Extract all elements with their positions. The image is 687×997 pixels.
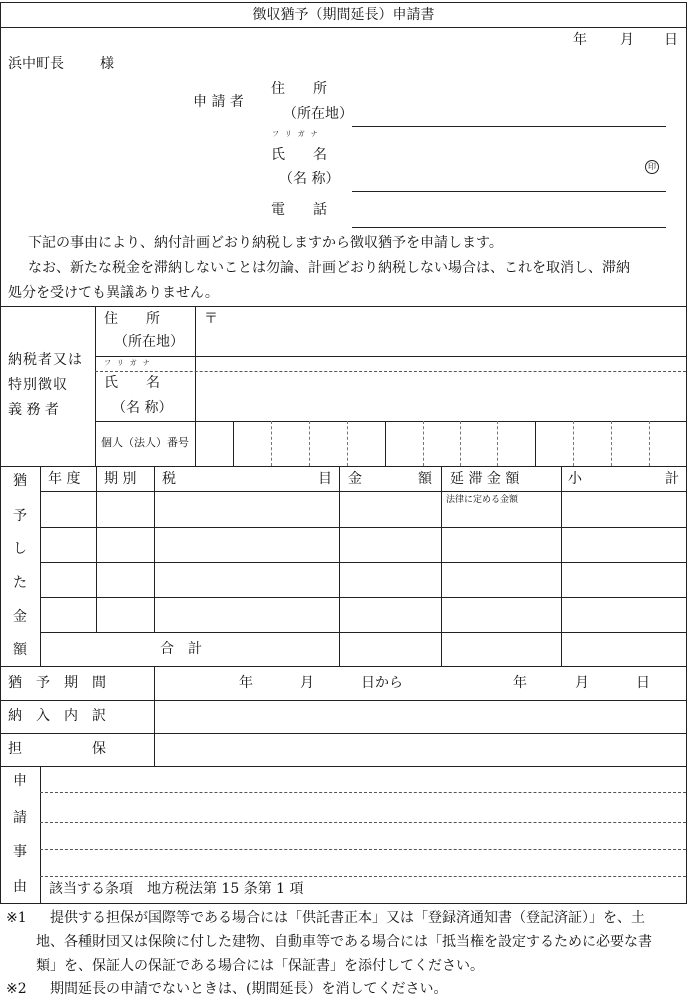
col-late-note: 法律に定める金額 [446, 495, 519, 505]
date-month-label: 月 [620, 32, 634, 48]
taxpayer-name-bottom [95, 421, 686, 422]
grace-col-divider [561, 466, 562, 666]
security-divider [0, 766, 686, 767]
grace-col-divider [441, 466, 442, 666]
security-label: 担 保 [8, 741, 106, 757]
id-box-divider [611, 421, 612, 466]
taxpayer-label-3: 義 務 者 [8, 402, 59, 418]
reason-line[interactable] [40, 792, 686, 793]
applicant-phone-line[interactable] [352, 227, 666, 228]
id-box-divider [497, 421, 498, 466]
reason-line[interactable] [40, 876, 686, 877]
col-subtotal-header: 小 [568, 471, 582, 487]
reason-side-label: 請 [13, 810, 27, 826]
statement-line1: 下記の事由により、納付計画どおり納税しますから徴収猶予を申請します。 [28, 235, 503, 251]
reason-side-label: 由 [13, 879, 27, 895]
taxpayer-address-label: 住 所 [104, 311, 160, 327]
id-box-divider [460, 421, 461, 466]
period-day2: 日 [636, 675, 650, 691]
period-year2: 年 [513, 675, 527, 691]
id-box-divider [347, 421, 348, 466]
applicant-address-sub: （所在地） [283, 106, 353, 122]
date-day-label: 日 [664, 32, 678, 48]
col-late-header: 延 滞 金 額 [450, 471, 520, 487]
id-box-divider [573, 421, 574, 466]
grace-row-line [40, 632, 686, 633]
header-divider [0, 306, 686, 307]
period-month2: 月 [575, 675, 589, 691]
total-label: 合 計 [160, 641, 202, 657]
note-1-line3: 類」を、保証人の保証である場合には「保証書」を添付してください。 [36, 958, 484, 974]
col-year-header: 年 度 [48, 471, 81, 487]
taxpayer-name-sub: （名 称） [112, 400, 173, 416]
taxpayer-label-divider [95, 306, 96, 466]
border-bottom [0, 903, 686, 904]
seal-icon: 印 [645, 160, 659, 174]
grace-side-label: た [13, 575, 27, 591]
col-tax-header: 税 [162, 471, 176, 487]
grace-row-line [40, 562, 686, 563]
taxpayer-address-sub: （所在地） [114, 334, 184, 350]
note-2-mark: ※2 [6, 981, 27, 997]
id-box-divider [649, 421, 650, 466]
id-box-divider [233, 421, 234, 466]
reason-side-label: 事 [13, 844, 27, 860]
id-box-divider [271, 421, 272, 466]
taxpayer-label-2: 特別徴収 [8, 377, 68, 393]
id-box-divider [385, 421, 386, 466]
applicant-furigana: フリガナ [272, 130, 324, 138]
taxpayer-furigana-line [95, 371, 686, 372]
statement-line3: 処分を受けても異議ありません。 [8, 285, 219, 301]
taxpayer-divider [0, 466, 686, 467]
col-tax-header-2: 目 [318, 471, 332, 487]
applicant-phone-label: 電 話 [271, 202, 327, 218]
period-label: 猶 予 期 間 [8, 675, 106, 691]
taxpayer-label-1: 納税者又は [8, 352, 83, 368]
note-1-mark: ※1 [6, 910, 27, 926]
grace-col-divider [40, 466, 41, 666]
applicant-name-sub: （名 称） [279, 171, 340, 187]
col-subtotal-header-2: 計 [665, 471, 679, 487]
grace-side-label: 額 [13, 642, 27, 658]
border-left [0, 2, 1, 904]
taxpayer-name-label: 氏 名 [104, 375, 160, 391]
id-number-label: 個人（法人）番号 [101, 436, 189, 449]
applicant-name-line[interactable] [352, 191, 666, 192]
grace-col-divider [339, 466, 340, 666]
grace-side-label: 金 [13, 609, 27, 625]
postal-mark[interactable]: 〒 [204, 311, 218, 327]
applicable-clause: 該当する条項 地方税法第 15 条第 1 項 [49, 881, 304, 897]
border-top [0, 2, 686, 3]
taxpayer-address-bottom [95, 356, 686, 357]
date-year-label: 年 [573, 32, 587, 48]
period-year1: 年 [239, 675, 253, 691]
addressee: 浜中町長 [8, 56, 64, 72]
col-amount-header-2: 額 [418, 471, 432, 487]
id-box-divider [423, 421, 424, 466]
taxpayer-field-divider [195, 306, 196, 466]
reason-line[interactable] [40, 849, 686, 850]
title-divider [0, 27, 686, 28]
form-title: 徴収猶予（期間延長）申請書 [252, 7, 435, 23]
grace-side-label: 猶 [13, 473, 27, 489]
applicant-label: 申 請 者 [193, 94, 244, 110]
grace-divider [0, 666, 686, 667]
applicant-address-line[interactable] [352, 126, 666, 127]
col-period-header: 期 別 [104, 471, 137, 487]
note-1-line1: 提供する担保が国際等である場合には「供託書正本」又は「登録済通知書（登記済証）」を、土 [50, 910, 645, 926]
reason-side-label: 申 [13, 773, 27, 789]
applicant-address-label: 住 所 [271, 81, 327, 97]
grace-header-line [40, 491, 686, 492]
grace-row-line [40, 597, 686, 598]
payment-label: 納 入 内 訳 [8, 708, 106, 724]
note-2-line1: 期間延長の申請でないときは、(期間延長）を消してください。 [50, 981, 448, 997]
grace-row-line [40, 527, 686, 528]
taxpayer-furigana: フリガナ [104, 359, 156, 367]
period-month1: 月 [300, 675, 314, 691]
grace-side-label: 予 [13, 508, 27, 524]
period-from: 日から [361, 675, 403, 691]
id-box-divider [309, 421, 310, 466]
grace-side-label: し [13, 541, 27, 557]
reason-line[interactable] [40, 822, 686, 823]
id-box-divider [535, 421, 536, 466]
statement-line2: なお、新たな税金を滞納しないことは勿論、計画どおり納税しない場合は、これを取消し、滞納 [28, 260, 630, 276]
applicant-name-label: 氏 名 [271, 147, 327, 163]
period-divider [0, 700, 686, 701]
period-col-divider [154, 666, 155, 766]
reason-col-divider [40, 766, 41, 903]
note-1-line2: 地、各種財団又は保険に付した建物、自動車等である場合には「抵当権を設定するために必要な書 [36, 934, 652, 950]
payment-divider [0, 733, 686, 734]
honorific: 様 [100, 56, 114, 72]
col-amount-header: 金 [348, 471, 362, 487]
